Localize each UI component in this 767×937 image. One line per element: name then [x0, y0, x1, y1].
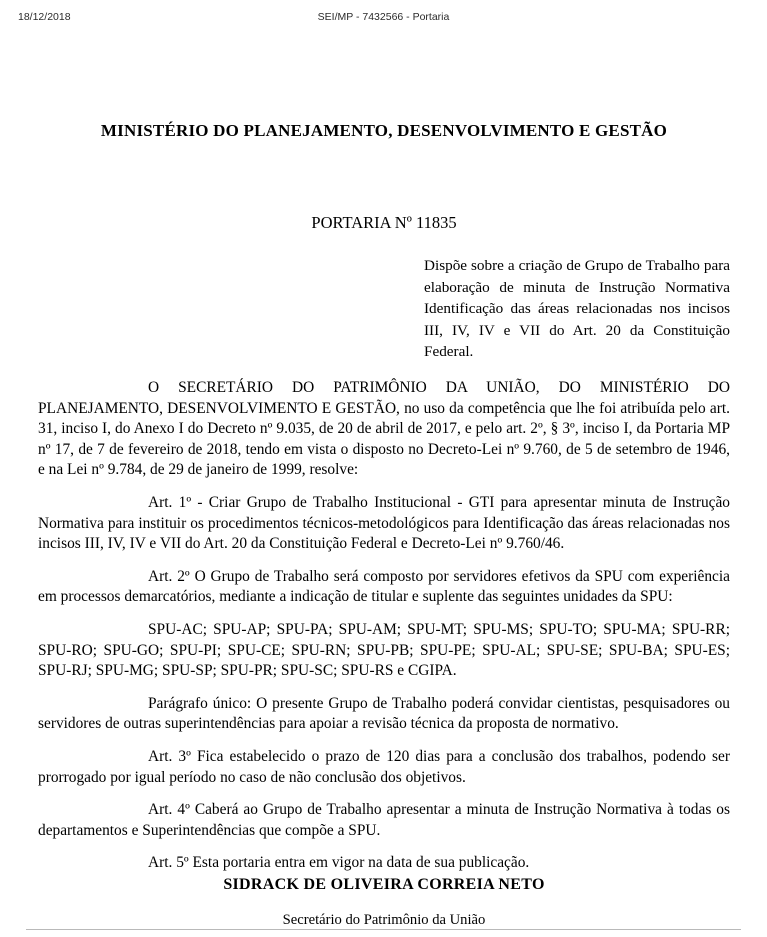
signatory-name: SIDRACK DE OLIVEIRA CORREIA NETO — [223, 876, 545, 893]
ministry-title: MINISTÉRIO DO PLANEJAMENTO, DESENVOLVIMENTO E GESTÃO — [100, 121, 668, 140]
print-date: 18/12/2018 — [18, 11, 71, 23]
paragraph-art-5: Art. 5º Esta portaria entra em vigor na data de sua publicação. — [148, 854, 530, 872]
portaria-number: PORTARIA Nº 11835 — [311, 213, 457, 232]
footer-divider — [26, 929, 741, 930]
paragraph-paragrafo-unico: Parágrafo único: O presente Grupo de Trabalho poderá convidar cientistas, pesquisadores ou servidores de outras superintendências para apoiar a revisão técnica da proposta de normativo. — [38, 694, 730, 733]
ementa-summary: Dispõe sobre a criação de Grupo de Trabalho para elaboração de minuta de Instrução Normativa Identificação das áreas relacionadas nos incisos III, IV, IV e VII do Art. 20 da Constituição Federal. — [424, 257, 730, 360]
paragraph-art-3: Art. 3º Fica estabelecido o prazo de 120 dias para a conclusão dos trabalhos, podendo ser prorrogado por igual período no caso de não conclusão dos objetivos. — [38, 747, 730, 786]
print-document-title: SEI/MP - 7432566 - Portaria — [317, 11, 450, 23]
signatory-role: Secretário do Patrimônio da União — [282, 912, 486, 928]
document-body — [38, 378, 730, 874]
paragraph-preamble: O SECRETÁRIO DO PATRIMÔNIO DA UNIÃO, DO MINISTÉRIO DO PLANEJAMENTO, DESENVOLVIMENTO E GESTÃO, no uso da competência que lhe foi atribuída pelo art. 31, inciso I, do Anexo I do Decreto nº 9.035, de 20 de abril de 2017, e pelo art. 2º, § 3º, inciso I, da Portaria MP nº 17, de 7 de fevereiro de 2018, tendo em vista o disposto no Decreto-Lei nº 9.760, de 5 de setembro de 1946, e na Lei nº 9.784, de 29 de janeiro de 1999, resolve: — [38, 379, 730, 479]
paragraph-art-2: Art. 2º O Grupo de Trabalho será composto por servidores efetivos da SPU com experiência em processos demarcatórios, mediante a indicação de titular e suplente das seguintes unidades da SPU: — [38, 567, 730, 606]
print-header — [0, 10, 767, 24]
paragraph-art-4: Art. 4º Caberá ao Grupo de Trabalho apresentar a minuta de Instrução Normativa à todas os departamentos e Superintendências que compõe a SPU. — [38, 801, 730, 839]
paragraph-art-1: Art. 1º - Criar Grupo de Trabalho Institucional - GTI para apresentar minuta de Instrução Normativa para instituir os procedimentos técnicos-metodológicos para Identificação das áreas relacionadas nos incisos III, IV, IV e VII do Art. 20 da Constituição Federal e Decreto-Lei nº 9.760/46. — [38, 493, 730, 553]
paragraph-spu-units: SPU-AC; SPU-AP; SPU-PA; SPU-AM; SPU-MT; SPU-MS; SPU-TO; SPU-MA; SPU-RR; SPU-RO; SPU-GO; SPU-PI; SPU-CE; SPU-RN; SPU-PB; SPU-PE; SPU-AL; SPU-SE; SPU-BA; SPU-ES; SPU-RJ; SPU-MG; SPU-SP; SPU-PR; SPU-SC; SPU-RS e CGIPA. — [38, 620, 730, 680]
